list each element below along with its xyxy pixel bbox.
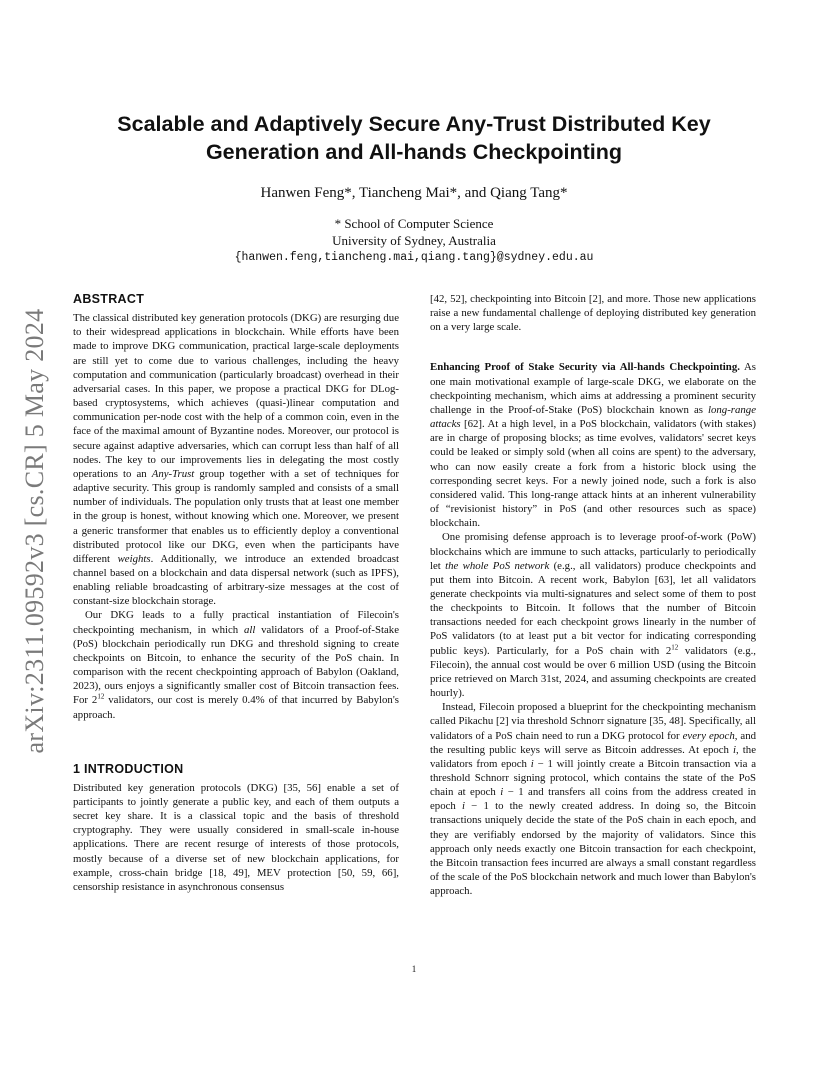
paragraph-heading-enhancing-pos: Enhancing Proof of Stake Security via All-hands Checkpointing. <box>430 361 740 374</box>
abstract-paragraph-1 <box>73 311 399 608</box>
checkpointing-text-a: As one main motivational example of large-scale DKG, we elaborate on the checkpointing mechanism, which aims at addressing a prominent security challenge in the Proof-of-Stake (PoS) blockchain known as <box>430 361 756 416</box>
author-list: Hanwen Feng*, Tiancheng Mai*, and Qiang Tang* <box>260 185 568 201</box>
emphasis-every-epoch: every epoch <box>682 729 735 742</box>
abstract-p2-emphasis-all: all <box>243 623 256 636</box>
introduction-heading: 1 INTRODUCTION <box>73 761 184 776</box>
affiliation-block <box>90 215 738 266</box>
abstract-p2-text-a: Our DKG leads to a fully practical instantiation of Filecoin's checkpointing mechanism, in which <box>73 609 399 636</box>
abstract-p1-text-a: The classical distributed key generation protocols (DKG) are resurging due to their widespread applications in blockchain. While efforts have been made to improve DKG communication, practical large-scale deployments are still yet to come due to various challenges, including the heavy computation and communication (particularly broadcast) overhead in their adversarial cases. In this paper, we propose a practical DKG for DLog-based cryptosystems, which achieves (quasi-)linear computation and communication per-node cost with the help of a common coin, even in the face of the maximal amount of Byzantine nodes. Moreover, our protocol is secure against adaptive adversaries, which can corrupt less than half of all nodes. The key to our improvements lies in delegating the most costly operations to an <box>73 312 399 480</box>
introduction-paragraph-1: Distributed key generation protocols (DKG) [35, 56] enable a set of participants to jointly generate a public key, and each of them outputs a secret key share. It is a classical topic and the basis of threshold cryptography. They were usually considered in small-scale in-house applications. There are recent resurge of interests of those protocols, mostly because of a diverse set of new blockchain applications, for example, cross-chain bridge [18, 49], MEV protection [50, 59, 66], censorship resistance in asynchronous consensus <box>73 781 399 893</box>
emphasis-long-range-attacks: long-range attacks <box>430 403 756 431</box>
abstract-p1-emphasis-weights: weights <box>117 552 151 565</box>
filecoin-text-f: − 1 to the newly created address. In doing so, the Bitcoin transactions uniquely decide the state of the PoS chain in each epoch, and they are verifiably endorsed by the majority of validators. Since this approach only needs exactly one Bitcoin transaction for each checkpoint, the Bitcoin transaction fees incurred are always a small constant regardless of the scale of the PoS blockchain network and much lower than Babylon's approach. <box>430 800 756 898</box>
emphasis-whole-pos-network: the whole PoS network <box>445 559 550 572</box>
abstract-p2-text-c: validators, our cost is merely 0.4% of that incurred by Babylon's approach. <box>73 694 399 721</box>
abstract-heading: ABSTRACT <box>73 292 145 306</box>
introduction-continuation: [42, 52], checkpointing into Bitcoin [2], and more. Those new applications raise a new fundamental challenge of deploying distributed key generation on a very large scale. <box>430 293 756 334</box>
defense-text-a: One promising defense approach is to leverage proof-of-work (PoW) blockchains which are immune to such attacks, particularly to periodically let <box>430 531 756 572</box>
checkpointing-text-b: [62]. At a high level, in a PoS blockchain, validators (with stakes) are in charge of proposing blocks; as time evolves, validators' secret keys could be leaked or simply sold (when all coins are spent) to the adversary, who can now easily create a fork from a historic block using the corresponding secret keys. For a newly joined node, such a fork is also considered valid. This long-range attack hints at an inherent vulnerability of “revisionist history” in PoS (and other resources such as space) blockchain. <box>430 418 756 530</box>
filecoin-text-a: Instead, Filecoin proposed a blueprint for the checkpointing mechanism called Pikachu [2] via threshold Schnorr signature [35, 48]. Specifically, all validators of a PoS chain need to run a DKG protocol for <box>430 701 756 742</box>
defense-text-b: (e.g., all validators) produce checkpoints and put them into Bitcoin. A recent work, Babylon [63], let all validators generate checkpoints via multi-signatures and select some of them to post the checkpoints to Bitcoin. It follows that the number of Bitcoin transactions needed for each checkpoint grows linearly in the number of PoS validators (to at least put a bit vector for indicating corresponding public keys). Particularly, for a PoS chain with 2 <box>430 559 756 657</box>
title-line-2: Generation and All-hands Checkpointing <box>205 140 623 164</box>
abstract-p1-text-c: . Additionally, we introduce an extended broadcast channel based on a blockchain and data dispersal network (such as IPFS), enabling reliable broadcasting of arbitrary-size messages at the cost of constant-size blockchain storage. <box>73 552 399 608</box>
abstract-paragraph-2 <box>73 608 399 721</box>
checkpointing-paragraph <box>430 360 756 530</box>
filecoin-text-e: − 1 and transfers all coins from the address created in epoch <box>430 786 756 813</box>
filecoin-text-b: , and the resulting public keys will serve as Bitcoin addresses. At epoch <box>430 729 756 756</box>
defense-paragraph <box>430 530 756 700</box>
abstract-p2-exponent: 12 <box>97 692 105 701</box>
arxiv-identifier-stamp <box>20 286 50 776</box>
math-i-4: i <box>461 800 465 813</box>
filecoin-text-c: , the validators from epoch <box>430 743 756 770</box>
arxiv-identifier-text: arXiv:2311.09592v3 [cs.CR] 5 May 2024 <box>20 308 49 754</box>
abstract-p1-emphasis-any-trust: Any-Trust <box>151 467 195 480</box>
math-i-3: i <box>500 786 504 799</box>
math-i-1: i <box>733 743 737 756</box>
defense-exponent: 12 <box>671 643 679 651</box>
title-line-1: Scalable and Adaptively Secure Any-Trust Distributed Key <box>117 112 711 136</box>
abstract-p1-text-b: group together with a set of techniques for adaptive security. This group is randomly sampled and consists of a small number of individuals. The population only trusts that at least one member in the group is honest, without knowing which one. Moreover, we present a generic transformer that enables us to efficiently deploy a conventional distributed protocol like our DKG, even when the participants have different <box>73 467 399 565</box>
right-column <box>430 292 756 898</box>
paper-title <box>90 110 738 166</box>
filecoin-text-d: − 1 will jointly create a Bitcoin transaction via a threshold Schnorr signing protocol, which contains the state of the PoS chain at epoch <box>430 757 756 799</box>
math-i-2: i <box>530 757 534 770</box>
defense-text-c: validators (e.g., Filecoin), the annual cost would be over 6 million USD (using the Bitcoin price retrieved on March 31st, 2024, and assuming checkpoints are created hourly). <box>430 644 757 700</box>
affiliation-university: University of Sydney, Australia <box>332 233 496 248</box>
left-column <box>73 292 399 894</box>
abstract-p2-text-b: validators of a Proof-of-Stake (PoS) blockchain periodically run DKG and threshold signing to create checkpoints on Bitcoin, to enhance the security of the PoS chain. In comparison with the recent checkpointing approach of Babylon (Oakland, 2023), ours enjoys a significantly smaller cost of Bitcoin transaction fees. For 2 <box>73 623 399 707</box>
author-emails: {hanwen.feng,tiancheng.mai,qiang.tang}@sydney.edu.au <box>234 251 594 264</box>
filecoin-paragraph <box>430 700 756 898</box>
affiliation-school: * School of Computer Science <box>334 216 494 231</box>
page-number: 1 <box>411 964 417 974</box>
